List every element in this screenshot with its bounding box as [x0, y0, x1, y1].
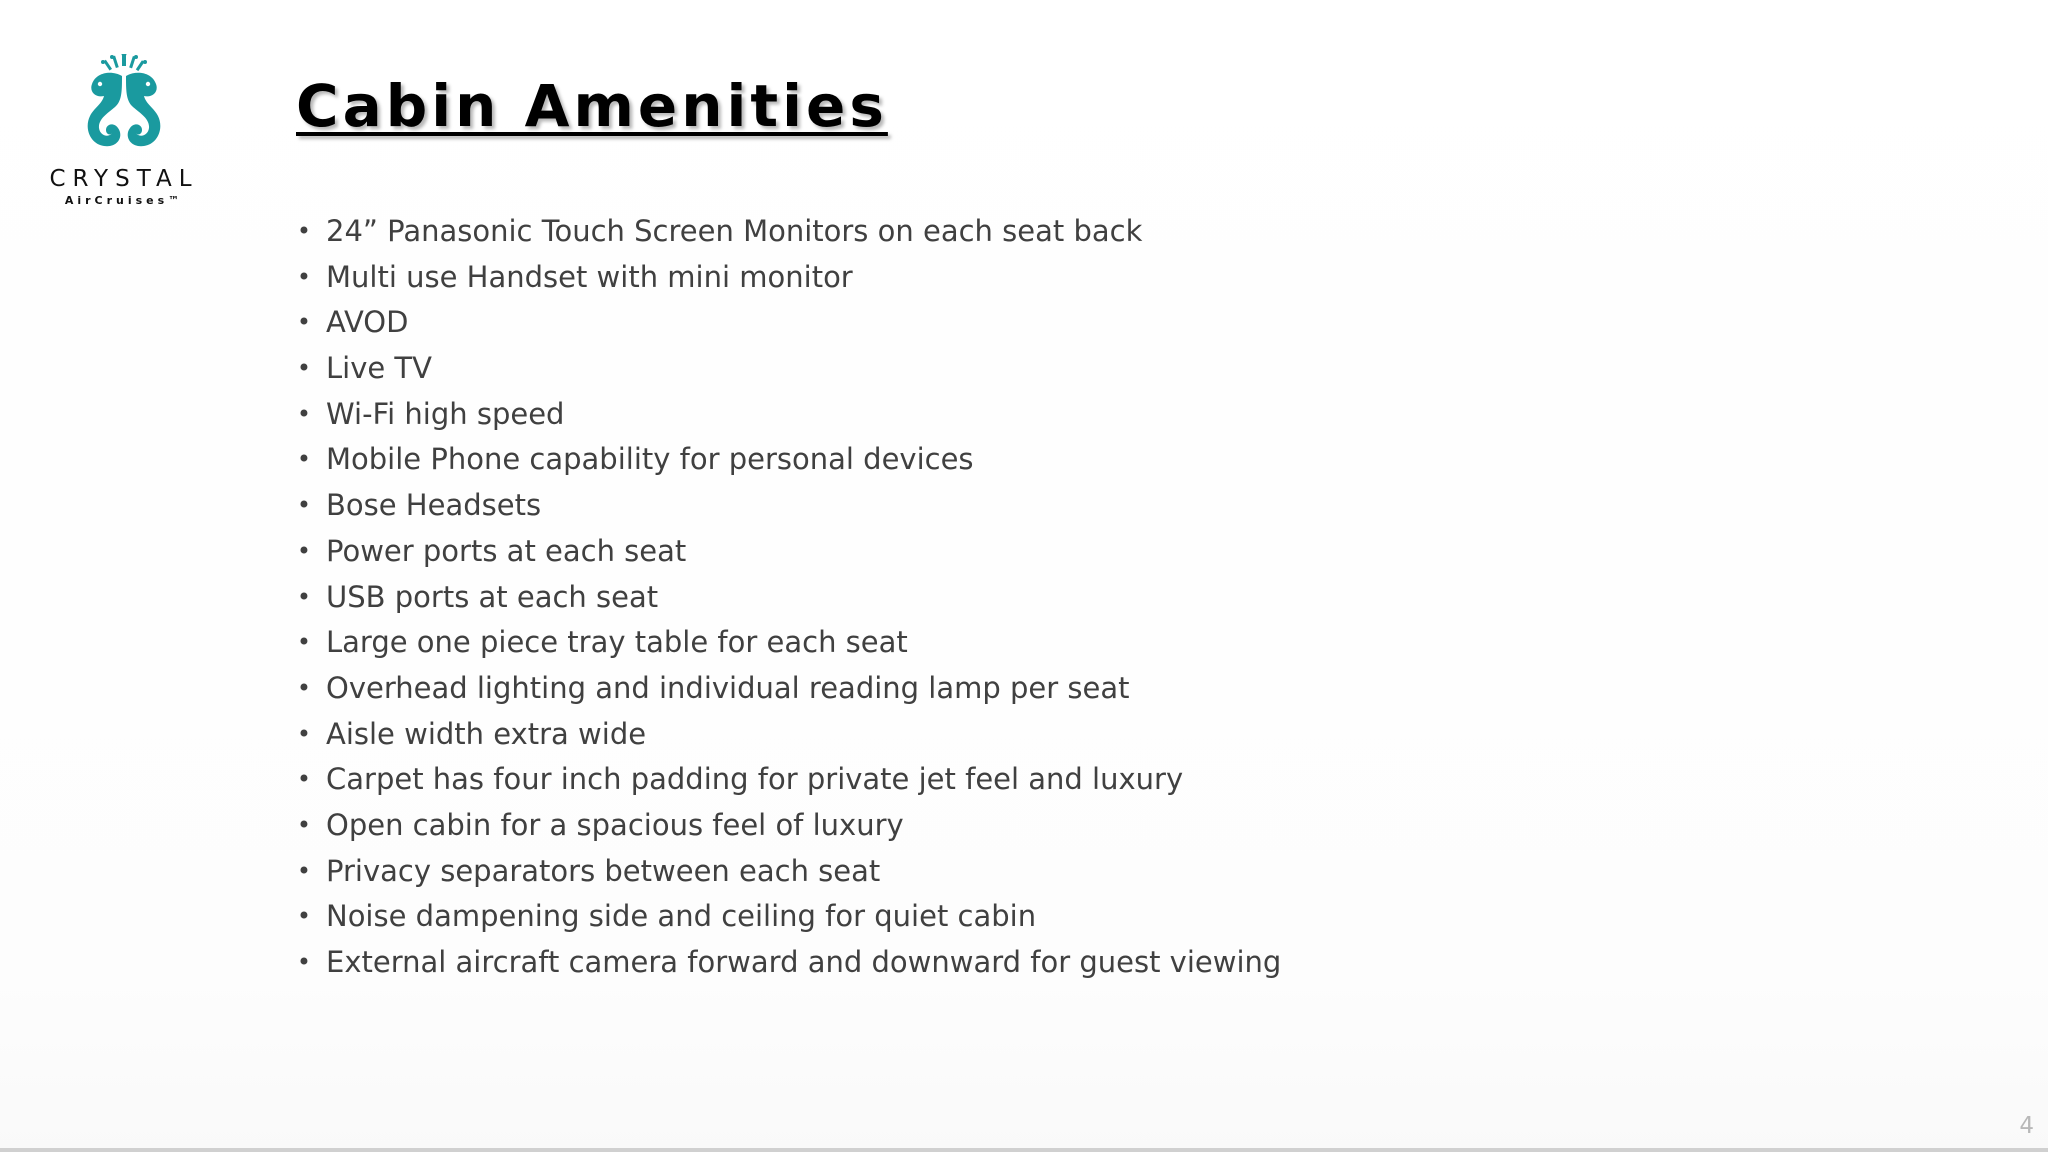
seahorse-crown-icon	[72, 54, 176, 158]
list-item-text: Large one piece tray table for each seat	[326, 625, 908, 660]
list-item-text: Privacy separators between each seat	[326, 853, 881, 888]
logo-subtitle: AirCruises™	[64, 194, 184, 207]
bullet-icon: •	[296, 628, 312, 657]
bullet-icon: •	[296, 582, 312, 611]
bullet-icon: •	[296, 354, 312, 383]
bullet-icon: •	[296, 902, 312, 931]
list-item-text: Wi-Fi high speed	[326, 396, 565, 431]
bullet-icon: •	[296, 810, 312, 839]
logo-wordmark: CRYSTAL	[49, 166, 199, 192]
list-item-text: Carpet has four inch padding for private jet feel and luxury	[326, 762, 1184, 797]
page-number: 4	[2019, 1113, 2034, 1139]
list-item	[296, 849, 1281, 895]
list-item-text: Power ports at each seat	[326, 533, 687, 568]
list-item	[296, 529, 1281, 575]
list-item-text: Aisle width extra wide	[326, 716, 647, 751]
list-item	[296, 803, 1281, 849]
list-item-text: External aircraft camera forward and downward for guest viewing	[326, 945, 1282, 979]
bullet-icon: •	[296, 765, 312, 794]
list-item	[296, 392, 1281, 438]
slide-title: Cabin Amenities	[296, 72, 888, 140]
bullet-icon: •	[296, 856, 312, 885]
bullet-icon: •	[296, 399, 312, 428]
list-item-text: AVOD	[326, 305, 409, 340]
list-item-text: Bose Headsets	[326, 488, 542, 523]
list-item	[296, 300, 1281, 346]
amenities-list	[296, 209, 1281, 986]
list-item-text: 24” Panasonic Touch Screen Monitors on each seat back	[326, 214, 1143, 248]
list-item-text: Overhead lighting and individual reading lamp per seat	[326, 670, 1130, 705]
bottom-divider	[0, 1148, 2048, 1152]
list-item	[296, 483, 1281, 529]
list-item-text: Live TV	[326, 351, 432, 386]
bullet-icon: •	[296, 536, 312, 565]
list-item	[296, 209, 1281, 255]
list-item	[296, 437, 1281, 483]
list-item-text: Open cabin for a spacious feel of luxury	[326, 807, 904, 842]
bullet-icon: •	[296, 948, 312, 976]
list-item-text: Multi use Handset with mini monitor	[326, 259, 853, 294]
list-item	[296, 894, 1281, 940]
list-item-text: USB ports at each seat	[326, 579, 659, 614]
bullet-icon: •	[296, 673, 312, 702]
list-item	[296, 940, 1281, 986]
crystal-logo	[44, 54, 204, 214]
list-item-text: Mobile Phone capability for personal devices	[326, 442, 974, 477]
list-item	[296, 620, 1281, 666]
bullet-icon: •	[296, 217, 312, 245]
list-item	[296, 346, 1281, 392]
list-item	[296, 666, 1281, 712]
bullet-icon: •	[296, 445, 312, 474]
list-item	[296, 255, 1281, 301]
bullet-icon: •	[296, 262, 312, 291]
list-item	[296, 757, 1281, 803]
bullet-icon: •	[296, 719, 312, 748]
list-item	[296, 575, 1281, 621]
bullet-icon: •	[296, 308, 312, 337]
list-item	[296, 712, 1281, 758]
bullet-icon: •	[296, 491, 312, 520]
list-item-text: Noise dampening side and ceiling for quiet cabin	[326, 899, 1037, 934]
